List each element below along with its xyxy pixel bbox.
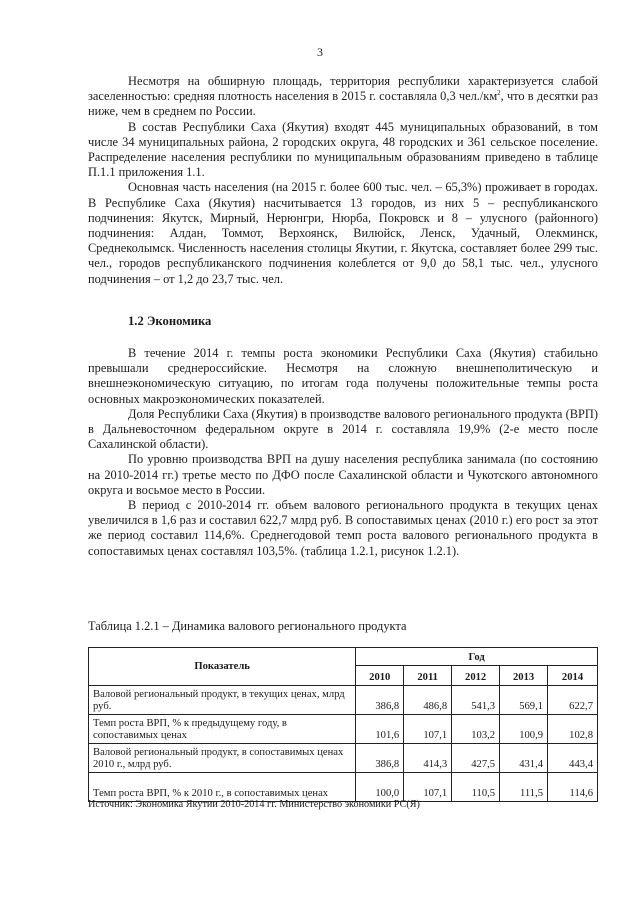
cell-value: 541,3: [452, 686, 500, 715]
cell-value: 103,2: [452, 715, 500, 744]
cell-value: 100,0: [356, 773, 404, 802]
cell-value: 111,5: [500, 773, 548, 802]
header-year: 2011: [404, 666, 452, 686]
header-year-group: Год: [356, 648, 598, 666]
row-label: Темп роста ВРП, % к 2010 г., в сопоставимых ценах: [89, 773, 356, 802]
row-label: Валовой региональный продукт, в сопоставимых ценах 2010 г., млрд руб.: [89, 744, 356, 773]
header-year: 2014: [548, 666, 598, 686]
cell-value: 110,5: [452, 773, 500, 802]
cell-value: 386,8: [356, 744, 404, 773]
table-row: [89, 744, 598, 773]
cell-value: 427,5: [452, 744, 500, 773]
grp-table: [88, 647, 598, 802]
paragraph: По уровню производства ВРП на душу населения республика занимала (по состоянию на 2010-2014 гг.) третье место по ДФО после Сахалинской области и Чукотского автономного округа и восьмое место в России.: [88, 452, 598, 497]
header-year: 2013: [500, 666, 548, 686]
cell-value: 102,8: [548, 715, 598, 744]
cell-value: 114,6: [548, 773, 598, 802]
paragraph: В течение 2014 г. темпы роста экономики Республики Саха (Якутия) стабильно превышали среднероссийские. Несмотря на сложную внешнеполитическую и внешнеэкономическую ситуацию, по итогам года получены положительные темпы роста основных макроэкономических показателей.: [88, 346, 598, 406]
population-section: [88, 74, 598, 287]
page-number: 3: [317, 45, 323, 59]
cell-value: 486,8: [404, 686, 452, 715]
cell-value: 414,3: [404, 744, 452, 773]
table-row: [89, 686, 598, 715]
paragraph: Доля Республики Саха (Якутия) в производстве валового регионального продукта (ВРП) в Дальневосточном федеральном округе в 2014 г. составляла 19,9% (2-е место после Сахалинской области).: [88, 406, 598, 452]
table-row: [89, 715, 598, 744]
paragraph: В период с 2010-2014 гг. объем валового регионального продукта в текущих ценах увеличился в 1,6 раз и составил 622,7 млрд руб. В сопоставимых ценах (2010 г.) его рост за этот же период составил 114,6%. Среднегодовой темп роста валового регионального продукта в сопоставимых ценах составлял 103,5%. (таблица 1.2.1, рисунок 1.2.1).: [88, 498, 598, 558]
cell-value: 100,9: [500, 715, 548, 744]
header-year: 2012: [452, 666, 500, 686]
cell-value: 431,4: [500, 744, 548, 773]
cell-value: 569,1: [500, 686, 548, 715]
header-indicator: Показатель: [89, 648, 356, 686]
table-row: [89, 773, 598, 802]
row-label: Темп роста ВРП, % к предыдущему году, в сопоставимых ценах: [89, 715, 356, 744]
table-caption: Таблица 1.2.1 – Динамика валового регионального продукта: [88, 619, 407, 633]
table-source: Источник: Экономика Якутии 2010-2014 гг. Министерство экономики РС(Я): [88, 799, 420, 810]
section-heading: 1.2 Экономика: [128, 314, 212, 328]
cell-value: 107,1: [404, 715, 452, 744]
cell-value: 443,4: [548, 744, 598, 773]
paragraph: В состав Республики Саха (Якутия) входят 445 муниципальных образований, в том числе 34 муниципальных района, 2 городских округа, 48 городских и 361 сельское поселение. Распределение населения республики по муниципальным образованиям приведено в таблице П.1.1 приложения 1.1.: [88, 119, 598, 180]
cell-value: 107,1: [404, 773, 452, 802]
paragraph: Основная часть населения (на 2015 г. более 600 тыс. чел. – 65,3%) проживает в городах. В Республике Саха (Якутия) насчитывается 13 городов, из них 5 – республиканского подчинения: Якутск, Мирный, Нерюнгри, Нюрба, Покровск и 8 – улусного (районного) подчинения: Алдан, Томмот, Верхоянск, Вилюйск, Ленск, Удачный, Олекминск, Среднеколымск. Численность населения столицы Якутии, г. Якутска, составляет более 299 тыс. чел., городов республиканского подчинения колеблется от 9,0 до 58,1 тыс. чел., улусного подчинения – от 1,2 до 23,7 тыс. чел.: [88, 180, 598, 286]
cell-value: 101,6: [356, 715, 404, 744]
cell-value: 386,8: [356, 686, 404, 715]
paragraph: Несмотря на обширную площадь, территория республики характеризуется слабой заселенностью: средняя плотность населения в 2015 г. составляла 0,3 $чел./км^2$, что в десятки раз ниже, чем в среднем по России.: [88, 74, 598, 119]
row-label: Валовой региональный продукт, в текущих ценах, млрд руб.: [89, 686, 356, 715]
header-year: 2010: [356, 666, 404, 686]
cell-value: 622,7: [548, 686, 598, 715]
economy-section: [88, 346, 598, 559]
